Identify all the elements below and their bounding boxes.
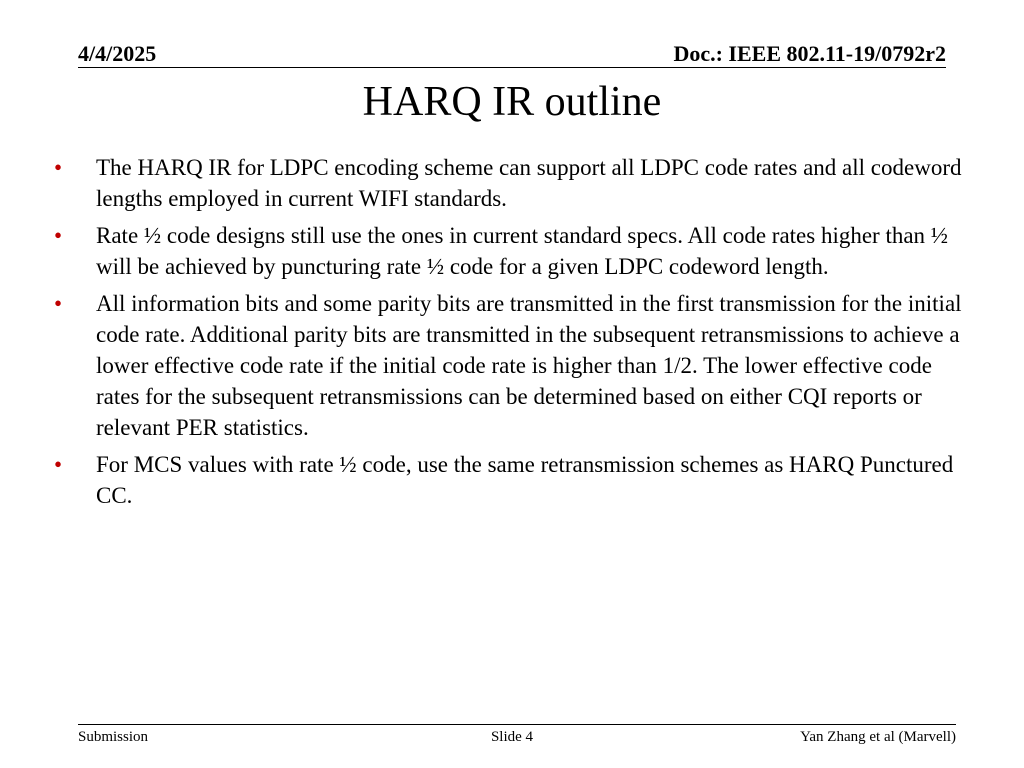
bullet-item	[54, 449, 974, 511]
bullet-icon: •	[54, 291, 63, 316]
header-divider	[78, 67, 946, 68]
footer-divider	[78, 724, 956, 725]
slide-title: HARQ IR outline	[362, 79, 662, 125]
bullet-icon: •	[54, 223, 63, 248]
bullet-text: The HARQ IR for LDPC encoding scheme can support all LDPC code rates and all codeword lengths employed in current WIFI standards.	[96, 155, 962, 211]
bullet-item	[54, 220, 974, 282]
bullet-item	[54, 288, 974, 443]
bullet-text: For MCS values with rate ½ code, use the same retransmission schemes as HARQ Punctured CC.	[96, 452, 954, 508]
footer-slide-number: Slide 4	[490, 729, 534, 745]
bullet-text: All information bits and some parity bits are transmitted in the first transmission for the initial code rate. Additional parity bits are transmitted in the subsequent retransmissions to achieve a lower effective code rate if the initial code rate is higher than 1/2. The lower effective code rates for the subsequent retransmissions can be determined based on either CQI reports or relevant PER statistics.	[96, 291, 962, 440]
bullet-item	[54, 152, 974, 214]
footer-author: Yan Zhang et al (Marvell)	[800, 729, 956, 745]
bullet-list	[54, 152, 974, 517]
header-date: 4/4/2025	[78, 41, 157, 66]
bullet-text: Rate ½ code designs still use the ones in current standard specs. All code rates higher than ½ will be achieved by puncturing rate ½ code for a given LDPC codeword length.	[96, 223, 949, 279]
bullet-icon: •	[54, 155, 63, 180]
footer-submission: Submission	[78, 729, 149, 745]
header-doc-id: Doc.: IEEE 802.11-19/0792r2	[673, 41, 946, 66]
bullet-icon: •	[54, 452, 63, 477]
